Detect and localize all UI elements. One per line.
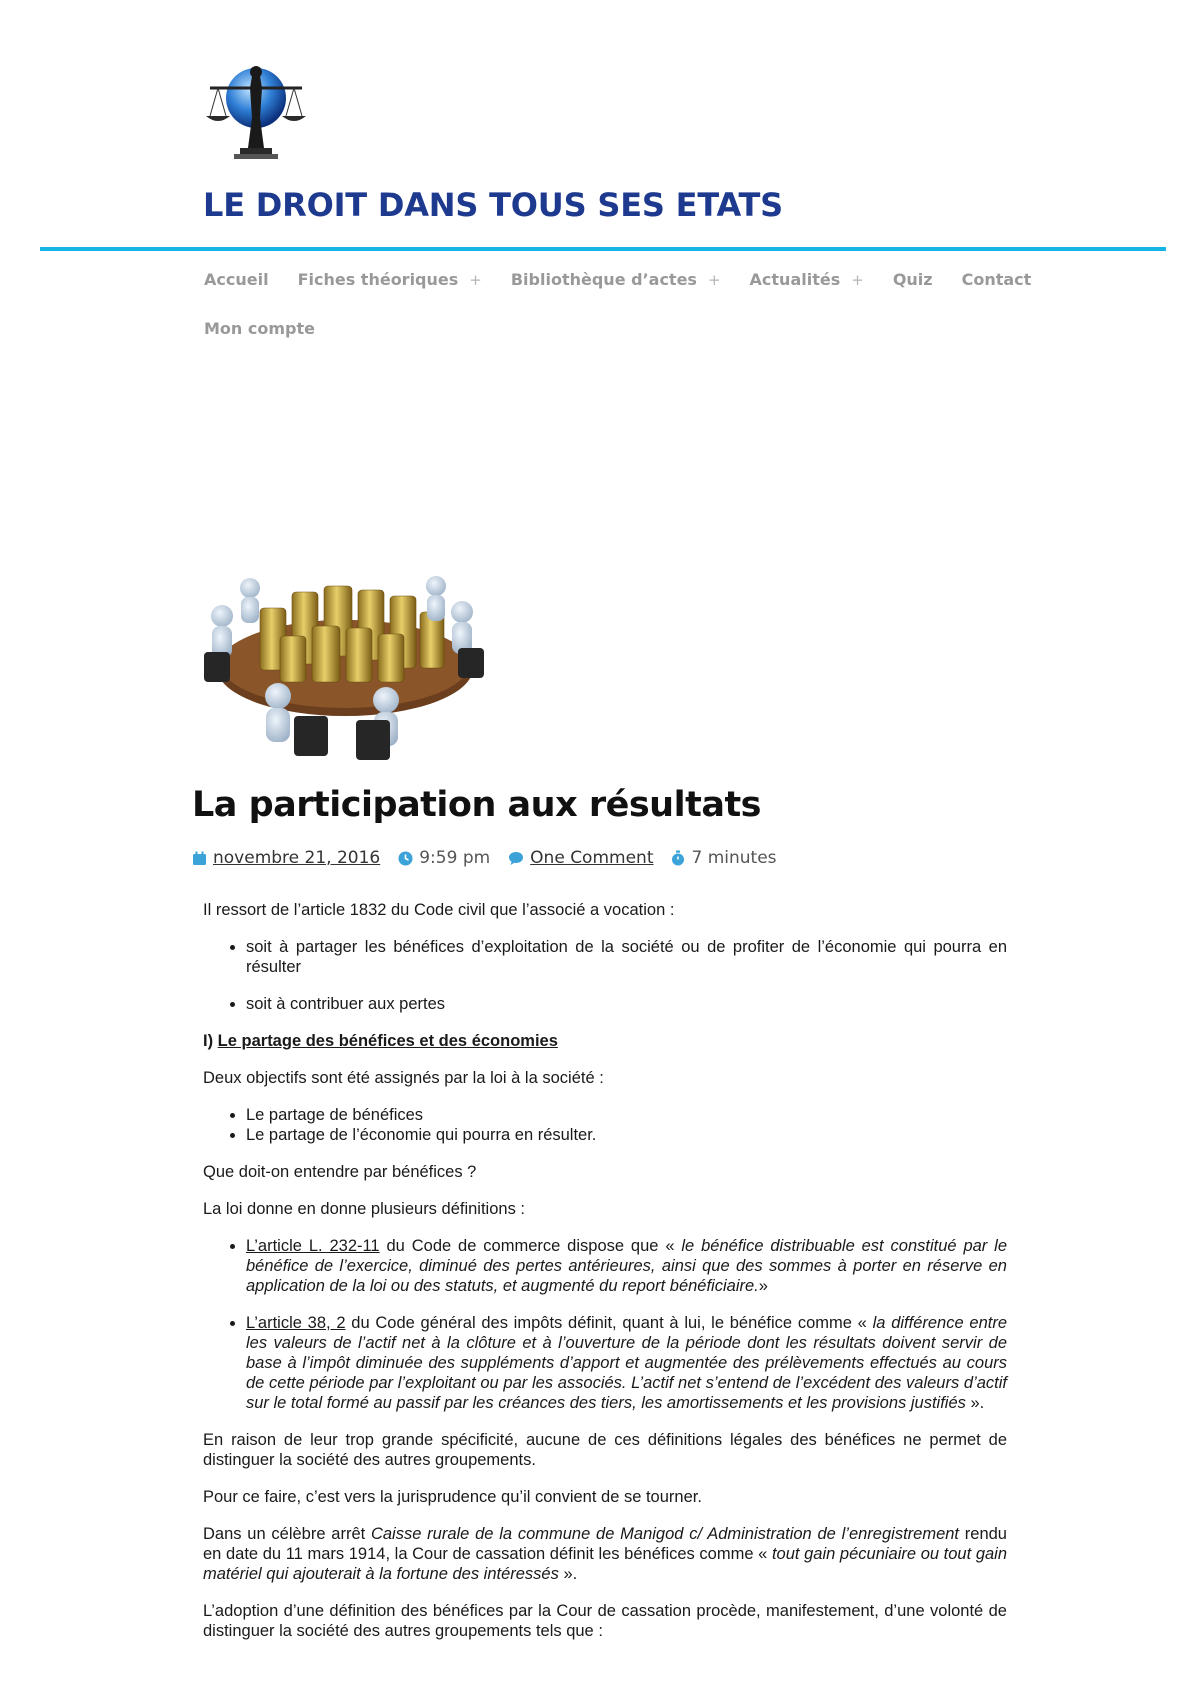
paragraph: En raison de leur trop grande spécificité, aucune de ces définitions légales des bénéfices ne permet de distinguer la société des autres groupements.: [203, 1431, 1007, 1469]
paragraph: Pour ce faire, c’est vers la jurisprudence qu’il convient de se tourner.: [203, 1488, 702, 1506]
post-date: [192, 848, 380, 868]
post-time: [398, 848, 490, 868]
list-item: • Le partage de l’économie qui pourra en résulter.: [246, 1125, 1007, 1145]
post-content: [203, 900, 1007, 1658]
list-item: [246, 1236, 1007, 1296]
post-read-time-text: 7 minutes: [691, 848, 777, 868]
nav-label: Actualités: [749, 270, 841, 289]
quote-text: le bénéfice distribuable est constitué par le bénéfice de l’exercice, diminué des pertes antérieures, ainsi que des sommes à porter en réserve en application de la loi ou des statuts, et augmenté du report bénéficiaire.: [246, 1237, 1008, 1295]
text-span: ».: [965, 1394, 985, 1412]
article-link[interactable]: L’article 38, 2: [246, 1314, 346, 1332]
paragraph: Il ressort de l’article 1832 du Code civil que l’associé a vocation :: [203, 901, 675, 919]
comment-icon: [508, 851, 524, 866]
submenu-plus-icon[interactable]: +: [851, 270, 864, 289]
stopwatch-icon: [671, 850, 685, 866]
calendar-icon: [192, 851, 207, 866]
nav-label: Accueil: [204, 270, 269, 289]
nav-item-actualites[interactable]: [735, 270, 878, 289]
paragraph: L’adoption d’une définition des bénéfices par la Cour de cassation procède, manifestement, d’une volonté de distinguer la société des autres groupements tels que :: [203, 1602, 1007, 1640]
list-item: • Le partage de bénéfices: [246, 1105, 1007, 1125]
paragraph: Que doit-on entendre par bénéfices ?: [203, 1163, 477, 1181]
paragraph: Deux objectifs sont été assignés par la loi à la société :: [203, 1069, 604, 1087]
nav-label: Contact: [961, 270, 1032, 289]
list-item: • soit à partager les bénéfices d’exploitation de la société ou de profiter de l’économie qui pourra en résulter: [246, 937, 1007, 977]
post-comments-link[interactable]: One Comment: [530, 848, 654, 868]
submenu-plus-icon[interactable]: +: [707, 270, 721, 289]
clock-icon: [398, 851, 413, 866]
quote-text: tout gain pécuniaire ou tout gain matériel qui ajouterait à la fortune des intéressés: [203, 1545, 1008, 1583]
nav-item-bibliotheque-actes[interactable]: [496, 270, 735, 289]
list-item: [246, 1313, 1007, 1413]
nav-item-quiz[interactable]: [878, 270, 947, 289]
text-span: rendu en date du 11 mars 1914, la Cour de cassation définit les bénéfices comme «: [203, 1525, 1007, 1563]
text-span: Dans un célèbre arrêt: [203, 1525, 371, 1543]
list-item: • soit à contribuer aux pertes: [246, 994, 1007, 1014]
bullet-list: [203, 937, 1007, 1014]
post-date-link[interactable]: novembre 21, 2016: [213, 848, 381, 868]
site-logo[interactable]: [196, 58, 316, 172]
post-comments: [508, 848, 653, 868]
nav-label: Bibliothèque d’actes: [510, 270, 697, 289]
nav-label: Fiches théoriques: [297, 270, 459, 289]
paragraph: La loi donne en donne plusieurs définitions :: [203, 1200, 525, 1218]
case-name: Caisse rurale de la commune de Manigod c/ Administration de l’enregistrement: [370, 1525, 960, 1543]
bullet-list: [203, 1105, 1007, 1145]
section-heading: [203, 1031, 1007, 1051]
article-link[interactable]: L’article L. 232-11: [246, 1237, 380, 1255]
post-title: La participation aux résultats: [192, 785, 762, 825]
nav-item-mon-compte[interactable]: [189, 319, 329, 338]
submenu-plus-icon[interactable]: +: [469, 270, 482, 289]
definitions-list: [203, 1236, 1007, 1413]
text-span: »: [758, 1277, 768, 1295]
featured-image: [200, 556, 490, 766]
nav-label: Quiz: [892, 270, 933, 289]
post-read-time: [671, 848, 776, 868]
site-title[interactable]: LE DROIT DANS TOUS SES ETATS: [203, 186, 784, 224]
text-span: du Code général des impôts définit, quant à lui, le bénéfice comme «: [345, 1314, 873, 1332]
header-divider: [40, 247, 1166, 251]
section-heading-text: Le partage des bénéfices et des économies: [217, 1032, 558, 1050]
text-span: ».: [558, 1565, 578, 1583]
quote-text: la différence entre les valeurs de l’actif net à la clôture et à l’ouverture de la période dont les résultats doivent servir de base à l’impôt diminuée des suppléments d’apport et augmentée des prélèvements effectués au cours de cette période par l’exploitant ou par les associés. L’actif net s’entend de l’excédent des valeurs d’actif sur le total formé au passif par les créances des tiers, les amortissements et les provisions justifiés: [246, 1314, 1007, 1412]
nav-label: Mon compte: [204, 319, 315, 338]
post-time-text: 9:59 pm: [419, 848, 491, 868]
nav-item-accueil[interactable]: [189, 270, 283, 289]
post-meta: [192, 848, 795, 868]
paragraph: [203, 1524, 1007, 1584]
nav-item-contact[interactable]: [947, 270, 1046, 289]
text-span: du Code de commerce dispose que «: [379, 1237, 682, 1255]
nav-item-fiches-theoriques[interactable]: [283, 270, 496, 289]
section-heading-prefix: I): [203, 1032, 218, 1050]
